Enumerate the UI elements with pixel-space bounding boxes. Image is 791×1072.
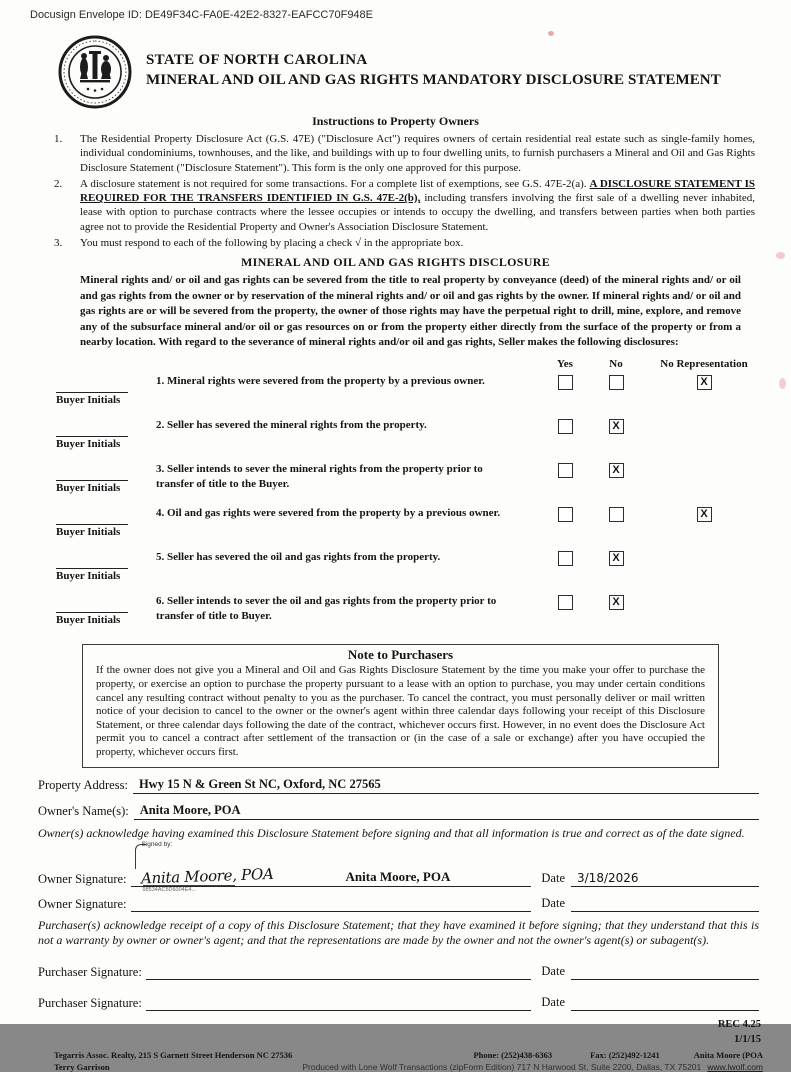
brokerage-office-info: Tegarris Assoc. Realty, 215 S Garnett Street Henderson NC 27536	[54, 1049, 293, 1060]
property-address-value: Hwy 15 N & Green St NC, Oxford, NC 27565	[138, 776, 381, 791]
owner-signature-field[interactable]	[131, 840, 532, 893]
revision-date: 1/1/15	[734, 1034, 761, 1046]
produced-with-text: Produced with Lone Wolf Transactions (zipForm Edition) 717 N Harwood St, Suite 2200, Dallas, TX 75201	[302, 1061, 702, 1072]
spacer	[56, 358, 156, 372]
instruction-item-2	[54, 177, 755, 234]
no-checkbox[interactable]: X	[609, 419, 624, 434]
owner-signature-row-2	[38, 895, 759, 912]
no-checkbox[interactable]: X	[609, 551, 624, 566]
checkbox-cell-yes	[541, 372, 589, 416]
instruction-text	[80, 177, 755, 234]
statement-text	[156, 548, 541, 592]
owner-date-field[interactable]	[571, 896, 759, 912]
checkbox-cell-yes	[541, 460, 589, 504]
buyer-initials-field	[56, 548, 156, 592]
checkbox-cell-norep	[643, 548, 765, 592]
property-address-row	[38, 777, 759, 794]
purchaser-signature-row-1	[38, 963, 759, 980]
disclosure-table	[56, 358, 765, 636]
statement-body: Seller intends to sever the oil and gas rights from the property prior to transfer of title to Buyer.	[156, 595, 497, 622]
statement-text	[156, 416, 541, 460]
yes-checkbox[interactable]	[558, 419, 573, 434]
owner-name-field[interactable]	[134, 803, 759, 820]
statement-number: 2.	[156, 419, 165, 432]
instruction-text-emphasis: A DISCLOSURE STATEMENT IS REQUIRED FOR THE TRANSFERS IDENTIFIED IN G.S. 47E-2(b),	[80, 177, 756, 205]
buyer-initials-line[interactable]	[56, 557, 128, 569]
statement-text	[156, 504, 541, 548]
form-title-line1: STATE OF NORTH CAROLINA	[146, 51, 368, 68]
buyer-initials-label: Buyer Initials	[56, 570, 121, 583]
no-checkbox[interactable]	[609, 507, 624, 522]
owner-acknowledgment-text: Owner(s) acknowledge having examined this Disclosure Statement before signing and that all information is true and correct as of the date signed.	[38, 825, 745, 840]
property-address-field[interactable]	[133, 777, 759, 794]
statement-text	[156, 460, 541, 504]
no-representation-checkbox[interactable]: X	[697, 375, 712, 390]
property-address-label: Property Address:	[38, 777, 128, 792]
docusign-envelope-id: Docusign Envelope ID: DE49F34C-FA0E-42E2-8327-EAFCC70F948E	[30, 9, 374, 21]
spacer	[156, 358, 541, 372]
nc-real-estate-commission-seal-icon	[58, 35, 132, 109]
instructions-heading: Instructions to Property Owners	[312, 114, 479, 128]
buyer-initials-line[interactable]	[56, 425, 128, 437]
owner-printed-name: Anita Moore, POA	[345, 868, 451, 884]
signature-script: Anita Moore, POA	[140, 864, 274, 888]
statement-number: 3.	[156, 463, 165, 476]
purchaser-signature-label: Purchaser Signature:	[38, 996, 142, 1011]
date-label: Date	[541, 964, 565, 979]
checkbox-cell-norep	[643, 504, 765, 548]
yes-checkbox[interactable]	[558, 507, 573, 522]
column-header-no: No	[609, 358, 623, 371]
date-label: Date	[541, 995, 565, 1010]
checkbox-cell-yes	[541, 548, 589, 592]
purchaser-date-field[interactable]	[571, 964, 759, 980]
buyer-initials-line[interactable]	[56, 381, 128, 393]
statement-number: 1.	[156, 375, 165, 388]
statement-number: 4.	[156, 507, 165, 520]
scan-artifact	[776, 252, 785, 259]
signed-by-label: Signed by:	[141, 840, 173, 848]
buyer-initials-field	[56, 460, 156, 504]
date-label: Date	[541, 870, 565, 885]
note-body: If the owner does not give you a Mineral and Oil and Gas Rights Disclosure Statement by the time you make your offer to purchase the property, or exercise an option to purchase the property pursuant to a lease with an option to purchase, you may under certain conditions cancel any resulting contract without penalty to you as the purchaser. To cancel the contract, you must personally deliver or mail written notice of your decision to cancel to the owner or the owner's agent within three calendar days following your receipt of this Disclosure Statement, or three calendar days following the date of the contract, whichever occurs first. However, in no event does the Disclosure Act permit you to cancel a contract after settlement of the transaction or (in the case of a sale or exchange) after you have occupied the property, whichever occurs first.	[96, 664, 705, 759]
statement-text	[156, 372, 541, 416]
owner-name-value: Anita Moore, POA	[139, 802, 241, 817]
buyer-initials-label: Buyer Initials	[56, 394, 121, 407]
note-heading: Note to Purchasers	[347, 647, 454, 663]
statement-body: Seller has severed the oil and gas rights from the property.	[167, 551, 441, 564]
note-to-purchasers-box	[82, 644, 719, 767]
owner-name-label: Owner's Name(s):	[38, 803, 129, 818]
buyer-initials-field	[56, 504, 156, 548]
scan-artifact	[779, 378, 786, 389]
office-phone: Phone: (252)438-6363	[473, 1049, 553, 1060]
instruction-item-1	[54, 132, 755, 175]
instruction-number: 1.	[54, 133, 63, 145]
column-header-yes: Yes	[557, 358, 573, 371]
statement-number: 6.	[156, 595, 165, 608]
form-title-line2: MINERAL AND OIL AND GAS RIGHTS MANDATORY DISCLOSURE STATEMENT	[146, 71, 721, 88]
instruction-number: 3.	[54, 237, 63, 250]
page-footer	[54, 1050, 763, 1072]
owner-signature-row-1	[38, 840, 759, 893]
checkbox-cell-norep	[643, 592, 765, 636]
owner-signature-label: Owner Signature:	[38, 896, 127, 911]
owner-date-field[interactable]: 3/18/2026	[571, 871, 759, 887]
instruction-text: The Residential Property Disclosure Act (G.S. 47E) ("Disclosure Act") requires owners of certain residential real estate such as single-family homes, individual condominiums, townhouses, and the like, and buildings with up to four dwelling units, to furnish purchasers a Mineral and Oil and Gas Rights Disclosure Statement ("Disclosure Statement"). This form is the only one approved for this purpose.	[80, 133, 755, 174]
checkbox-cell-norep	[643, 416, 765, 460]
checkbox-cell-no	[589, 548, 643, 592]
checkbox-cell-no	[589, 504, 643, 548]
docusign-signature-stamp	[135, 841, 285, 893]
column-header-no-representation: No Representation	[660, 358, 748, 371]
buyer-initials-label: Buyer Initials	[56, 526, 121, 539]
file-reference: Anita Moore (POA	[693, 1049, 763, 1060]
statement-body: Oil and gas rights were severed from the property by a previous owner.	[167, 507, 501, 520]
checkbox-cell-no	[589, 416, 643, 460]
statement-text	[156, 592, 541, 636]
rec-number: REC 4.25	[717, 1019, 761, 1031]
purchaser-acknowledgment-text: Purchaser(s) acknowledge receipt of a copy of this Disclosure Statement; that they have examined it before signing; that they understand that this is not a warranty by owner or owner's agent; and that the representations are made by the owner and not the owner's agent(s) or subagent(s).	[38, 917, 759, 948]
lwolf-link[interactable]: www.lwolf.com	[707, 1061, 763, 1072]
instruction-text-part1: A disclosure statement is not required for some transactions. For a complete list of exemptions, see G.S. 47E-2(a).	[80, 177, 590, 190]
footer-row-2	[54, 1062, 763, 1072]
agent-name: Terry Garrison	[54, 1061, 110, 1072]
owner-name-row	[38, 803, 759, 820]
no-checkbox[interactable]: X	[609, 463, 624, 478]
buyer-initials-field	[56, 592, 156, 636]
yes-checkbox[interactable]	[558, 551, 573, 566]
disclosure-section-heading: MINERAL AND OIL AND GAS RIGHTS DISCLOSURE	[240, 255, 551, 270]
statement-body: Seller has severed the mineral rights from the property.	[167, 419, 427, 432]
scan-artifact	[548, 31, 554, 36]
office-fax: Fax: (252)492-1241	[590, 1049, 660, 1060]
form-title-block	[146, 52, 721, 93]
form-header	[58, 35, 791, 109]
yes-checkbox[interactable]	[558, 463, 573, 478]
checkbox-cell-no	[589, 372, 643, 416]
statement-body: Mineral rights were severed from the property by a previous owner.	[167, 375, 485, 388]
statement-body: Seller intends to sever the mineral rights from the property prior to transfer of title to the Buyer.	[156, 463, 483, 490]
checkbox-cell-norep	[643, 460, 765, 504]
no-checkbox[interactable]: X	[609, 595, 624, 610]
purchaser-signature-row-2	[38, 994, 759, 1011]
docusign-signature-id: 98534AC5D6004E4...	[143, 885, 235, 893]
checkbox-cell-no	[589, 592, 643, 636]
instructions-list	[54, 132, 755, 250]
yes-checkbox[interactable]	[558, 595, 573, 610]
buyer-initials-label: Buyer Initials	[56, 614, 121, 627]
buyer-initials-field	[56, 416, 156, 460]
checkbox-cell-yes	[541, 416, 589, 460]
checkbox-cell-norep	[643, 372, 765, 416]
purchaser-signature-field[interactable]	[146, 994, 532, 1011]
buyer-initials-label: Buyer Initials	[56, 438, 121, 451]
buyer-initials-line[interactable]	[56, 513, 128, 525]
checkbox-cell-yes	[541, 504, 589, 548]
buyer-initials-line[interactable]	[56, 601, 128, 613]
instruction-number: 2.	[54, 177, 63, 190]
buyer-initials-field	[56, 372, 156, 416]
no-representation-checkbox[interactable]: X	[697, 507, 712, 522]
disclosure-intro-paragraph: Mineral rights and/ or oil and gas rights can be severed from the title to real property by conveyance (deed) of the mineral rights and/ or oil and gas rights from the owner or by reservation of the mineral rights and/ or oil and gas rights by the owner. If mineral rights and/ or oil and gas rights are or will be severed from the property, the owner of those rights may have the perpetual right to drill, mine, explore, and remove any of the subsurface mineral and/or oil or gas resources on or from the property either directly from the surface of the property or from a nearby location. With regard to the severance of mineral rights and/or oil and gas rights, Seller makes the following disclosures:	[80, 274, 741, 348]
date-label: Date	[541, 895, 565, 910]
instruction-item-3	[54, 236, 755, 250]
owner-signature-field[interactable]	[131, 895, 532, 912]
purchaser-signature-field[interactable]	[146, 963, 532, 980]
purchaser-signature-label: Purchaser Signature:	[38, 965, 142, 980]
buyer-initials-label: Buyer Initials	[56, 482, 121, 495]
footer-row-1	[54, 1050, 763, 1060]
statement-number: 5.	[156, 551, 165, 564]
instruction-text-part2: including transfers involving the first sale of a dwelling never inhabited, lease with option to purchase contracts where the lessee occupies or intends to occupy the dwelling, and transfers between parties when both parties agree not to provide the Residential Property and Owner's Association Disclosure Statement.	[80, 192, 755, 233]
yes-checkbox[interactable]	[558, 375, 573, 390]
buyer-initials-line[interactable]	[56, 469, 128, 481]
checkbox-cell-no	[589, 460, 643, 504]
no-checkbox[interactable]	[609, 375, 624, 390]
owner-signature-label: Owner Signature:	[38, 871, 127, 886]
checkbox-cell-yes	[541, 592, 589, 636]
form-revision-block	[0, 1017, 761, 1047]
purchaser-date-field[interactable]	[571, 995, 759, 1011]
instruction-text: You must respond to each of the following by placing a check √ in the appropriate box.	[80, 237, 464, 250]
